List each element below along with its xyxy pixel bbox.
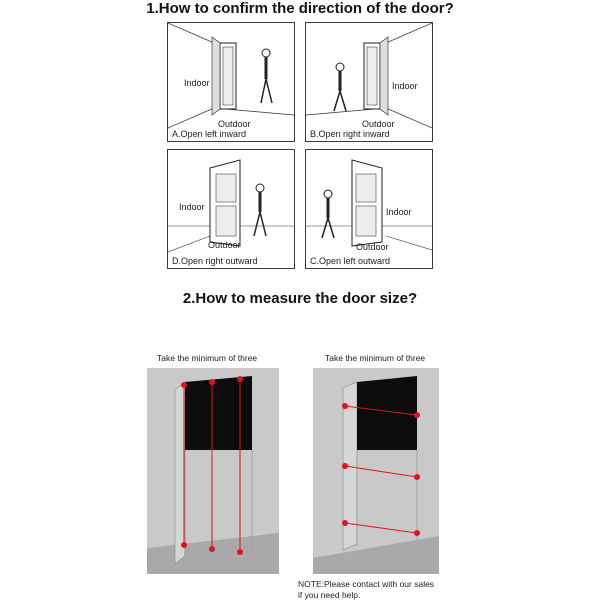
right-measure-caption: Take the minimum of three	[325, 353, 426, 363]
contact-note	[298, 579, 434, 601]
panel-open-right-outward	[167, 149, 295, 269]
panel-open-left-outward	[305, 149, 433, 269]
height-measurement-diagram	[147, 368, 279, 574]
section1-title: 1.How to confirm the direction of the door?	[146, 0, 454, 17]
panel-caption: D.Open right outward	[172, 256, 258, 266]
panel-caption: C.Open left outward	[310, 256, 391, 266]
width-measurement-diagram	[313, 368, 439, 574]
outdoor-label: Outdoor	[218, 119, 251, 129]
note-line-2: if you need help.	[298, 590, 361, 600]
indoor-label: Indoor	[184, 78, 210, 88]
note-line-1: NOTE:Please contact with our sales	[298, 579, 435, 589]
panel-caption: A.Open left inward	[172, 129, 247, 139]
indoor-label: Indoor	[386, 207, 412, 217]
panel-caption: B.Open right inward	[310, 129, 390, 139]
outdoor-label: Outdoor	[208, 240, 241, 250]
outdoor-label: Outdoor	[356, 242, 389, 252]
indoor-label: Indoor	[179, 202, 205, 212]
panel-open-right-inward	[305, 22, 433, 142]
panel-open-left-inward	[167, 22, 295, 142]
section2-title: 2.How to measure the door size?	[182, 290, 418, 307]
outdoor-label: Outdoor	[362, 119, 395, 129]
indoor-label: Indoor	[392, 81, 418, 91]
left-measure-caption: Take the minimum of three	[157, 353, 258, 363]
